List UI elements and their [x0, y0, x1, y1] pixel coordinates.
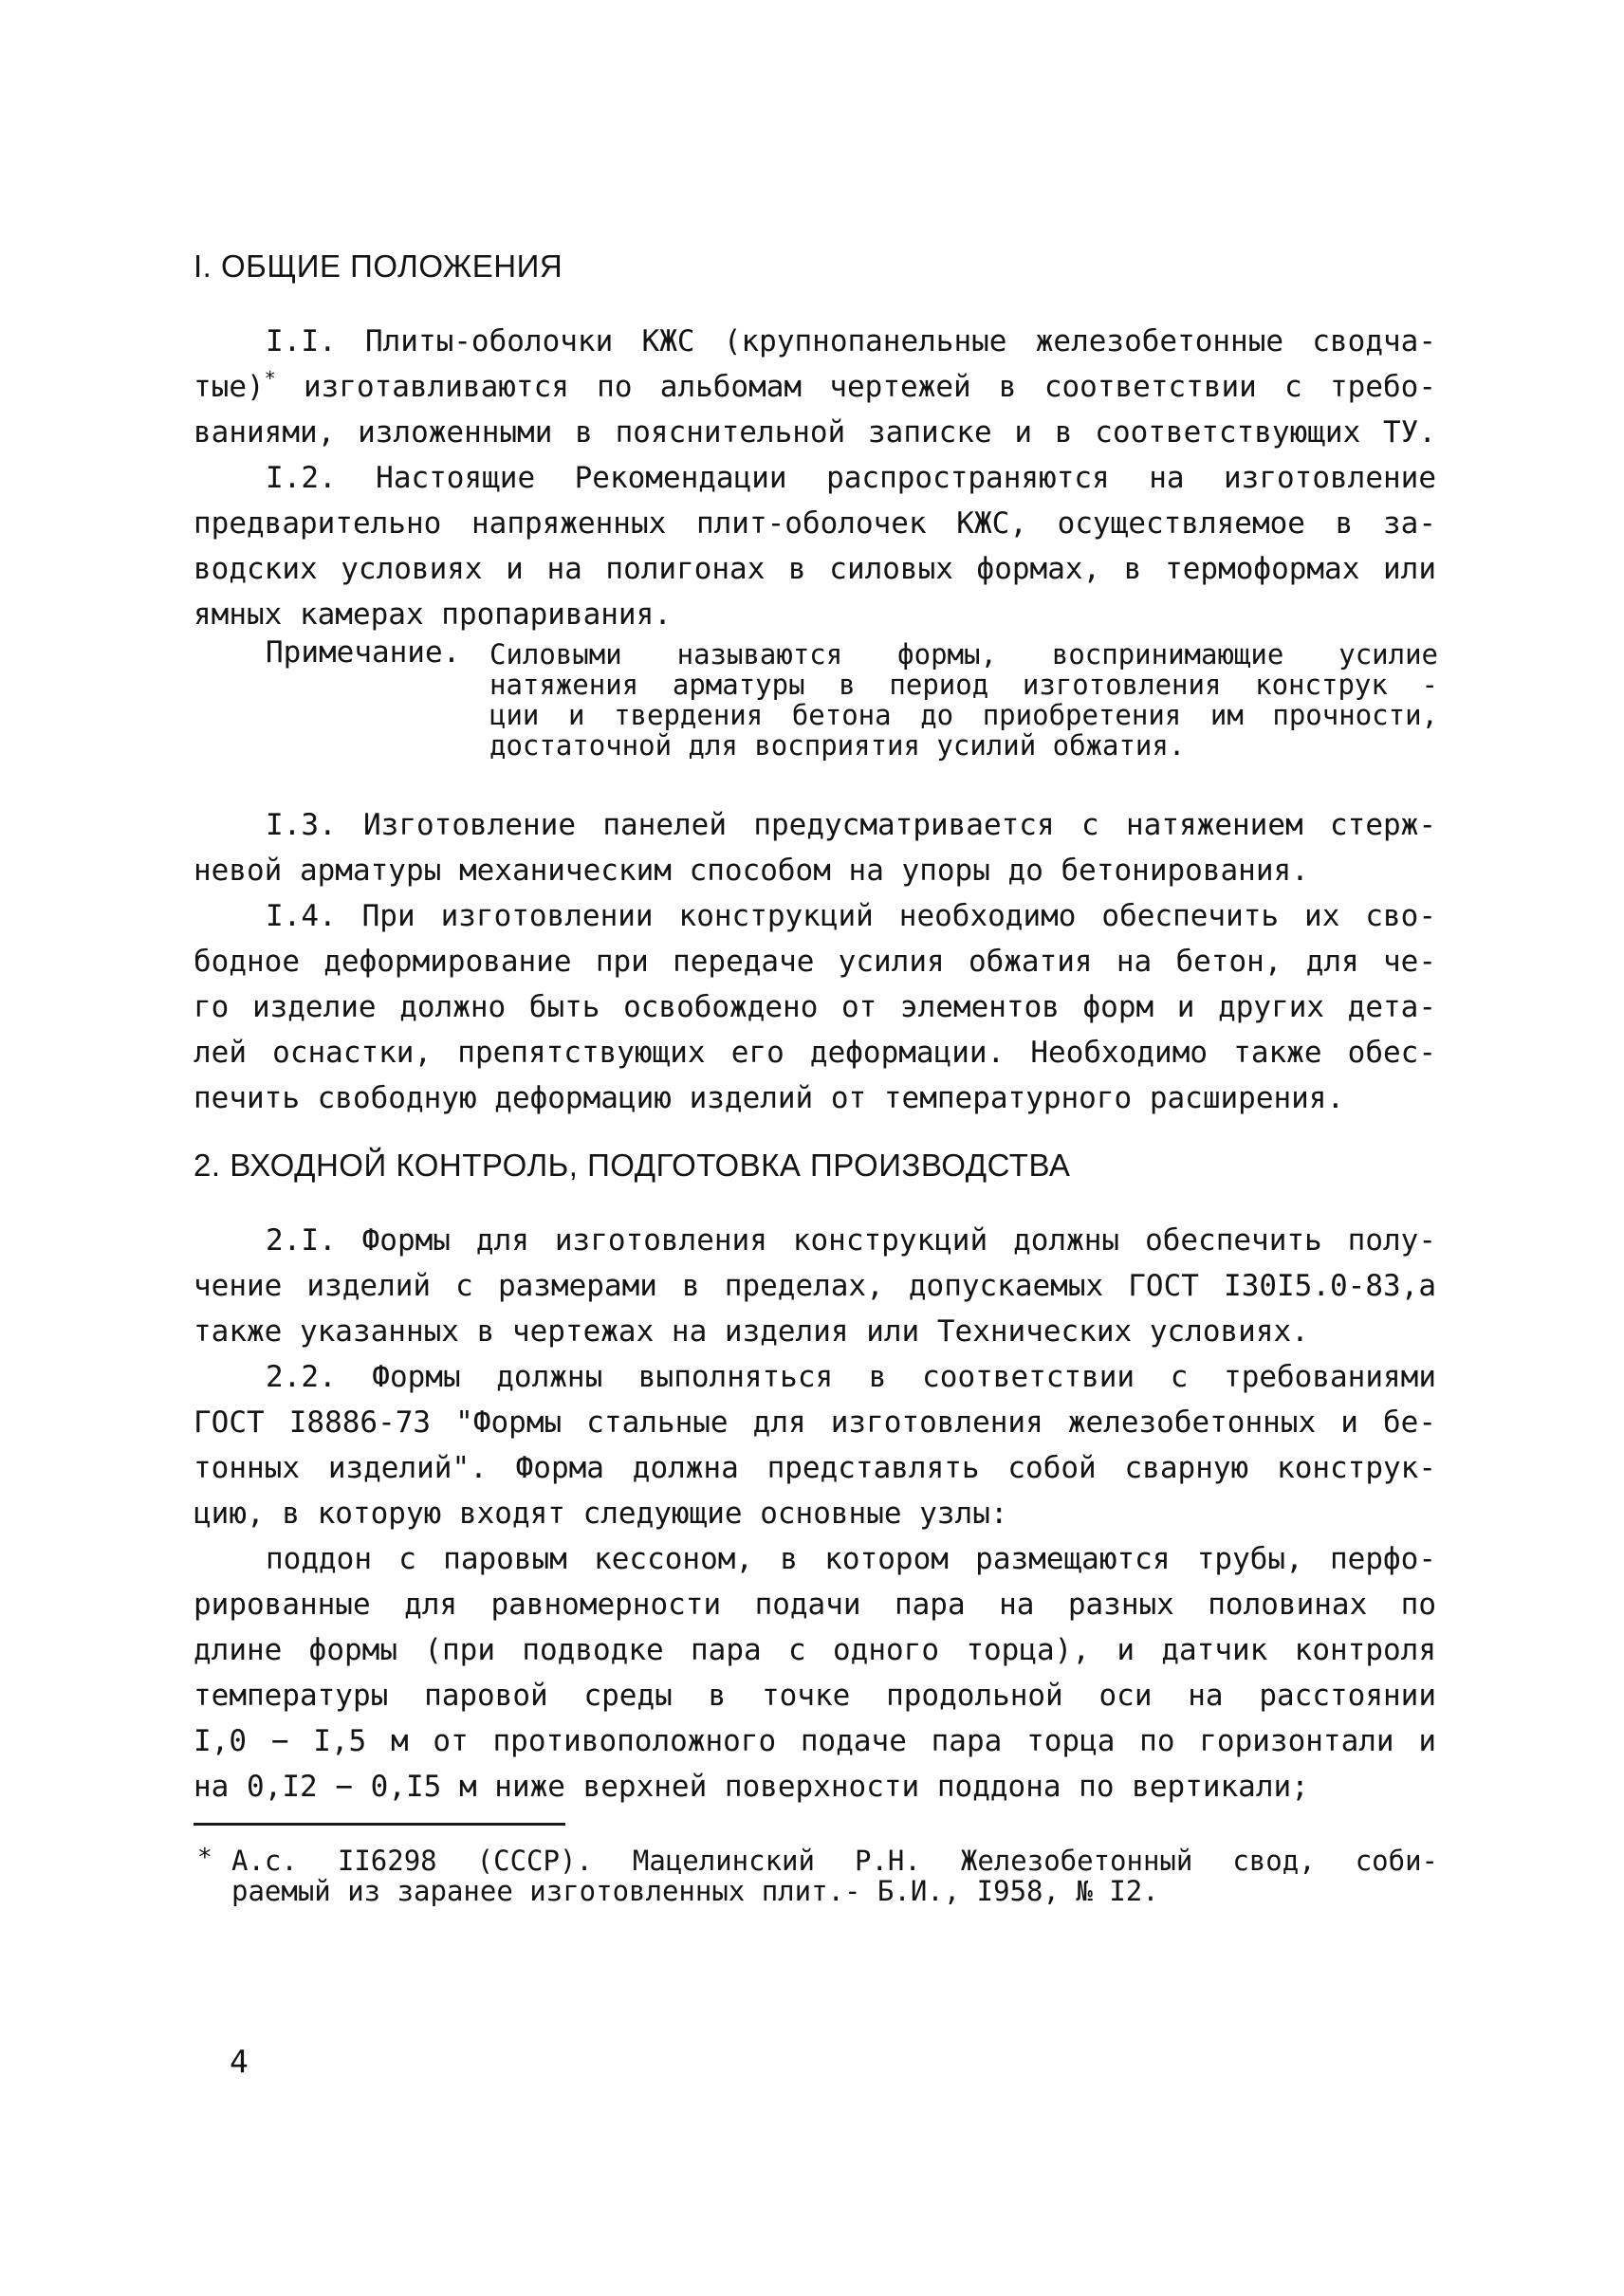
text-line: тонных изделий". Форма должна представлять собой сварную конструк-: [194, 1451, 1436, 1485]
text-line: ямных камерах пропаривания.: [194, 597, 672, 632]
text-line: ции и твердения бетона до приобретения им прочности,: [489, 699, 1438, 731]
paragraph-1-4: [194, 893, 1436, 1121]
paragraph-1-3: [194, 802, 1436, 893]
section-2-heading: 2. ВХОДНОЙ КОНТРОЛЬ, ПОДГОТОВКА ПРОИЗВОДСТВА: [194, 1148, 1071, 1183]
footnote: [231, 1846, 1438, 1906]
text-line: I.2. Настоящие Рекомендации распространяются на изготовление: [266, 461, 1436, 495]
text-line: поддон с паровым кессоном, в котором размещаются трубы, перфо-: [266, 1542, 1436, 1576]
text-line: также указанных в чертежах на изделия или Технических условиях.: [194, 1314, 1309, 1349]
text-line: достаточной для восприятия усилий обжатия.: [489, 729, 1186, 762]
text-line: Силовыми называются формы, воспринимающие усилие: [489, 638, 1438, 670]
text-line: цию, в которую входят следующие основные узлы:: [194, 1497, 1008, 1531]
page-number: 4: [230, 2043, 249, 2080]
footnote-mark: *: [197, 1844, 212, 1872]
paragraph-2-2-list-item: [194, 1536, 1436, 1809]
text-line: предварительно напряженных плит-оболочек КЖС, осуществляемое в за-: [194, 506, 1436, 541]
text-line: I.4. При изготовлении конструкций необходимо обеспечить их сво-: [266, 899, 1436, 933]
text-line: I.3. Изготовление панелей предусматривается с натяжением стерж-: [266, 808, 1436, 842]
paragraph-1-2: [194, 455, 1436, 637]
text-line: печить свободную деформацию изделий от температурного расширения.: [194, 1081, 1345, 1115]
text-line: натяжения арматуры в период изготовления конструк -: [489, 669, 1438, 701]
text-line: длине формы (при подводке пара с одного торца), и датчик контроля: [194, 1633, 1436, 1667]
text-line: 2.2. Формы должны выполняться в соответствии с требованиями: [266, 1360, 1436, 1394]
text-line: лей оснастки, препятствующих его деформации. Необходимо также обес-: [194, 1036, 1436, 1070]
text-line: тые)* изготавливаются по альбомам чертежей в соответствии с требо-: [194, 367, 1436, 404]
text-line: бодное деформирование при передаче усилия обжатия на бетон, для че-: [194, 945, 1436, 979]
section-1-heading: I. ОБЩИЕ ПОЛОЖЕНИЯ: [194, 248, 563, 284]
text-line: чение изделий с размерами в пределах, допускаемых ГОСТ I30I5.0-83,а: [194, 1269, 1436, 1303]
footnote-reference: *: [264, 367, 276, 390]
text-line: ваниями, изложенными в пояснительной записке и в соответствующих ТУ.: [194, 415, 1436, 450]
text-line: го изделие должно быть освобождено от элементов форм и других дета-: [194, 990, 1436, 1024]
text-line: температуры паровой среды в точке продольной оси на расстоянии: [194, 1679, 1436, 1713]
text-line: I.I. Плиты-оболочки КЖС (крупнопанельные железобетонные сводча-: [266, 324, 1436, 358]
text-line: раемый из заранее изготовленных плит.- Б.И., I958, № I2.: [231, 1875, 1159, 1907]
text-line: I,0 − I,5 м от противоположного подаче пара торца по горизонтали и: [194, 1724, 1436, 1758]
text-line: 2.I. Формы для изготовления конструкций должны обеспечить полу-: [266, 1223, 1436, 1258]
text-line: ГОСТ I8886-73 "Формы стальные для изготовления железобетонных и бе-: [194, 1405, 1436, 1440]
text-line: А.с. II6298 (СССР). Мацелинский Р.Н. Железобетонный свод, соби-: [231, 1845, 1438, 1877]
paragraph-1-1: [194, 319, 1436, 455]
paragraph-2-2: [194, 1354, 1436, 1536]
text-line: рированные для равномерности подачи пара на разных половинах по: [194, 1588, 1436, 1622]
text-line: на 0,I2 − 0,I5 м ниже верхней поверхности поддона по вертикали;: [194, 1770, 1309, 1804]
note-label: Примечание.: [266, 635, 461, 670]
text-line: водских условиях и на полигонах в силовых формах, в термоформах или: [194, 552, 1436, 586]
text-line: невой арматуры механическим способом на упоры до бетонирования.: [194, 854, 1309, 888]
footnote-divider: [194, 1823, 565, 1826]
paragraph-2-1: [194, 1218, 1436, 1354]
note-text: [489, 639, 1438, 761]
